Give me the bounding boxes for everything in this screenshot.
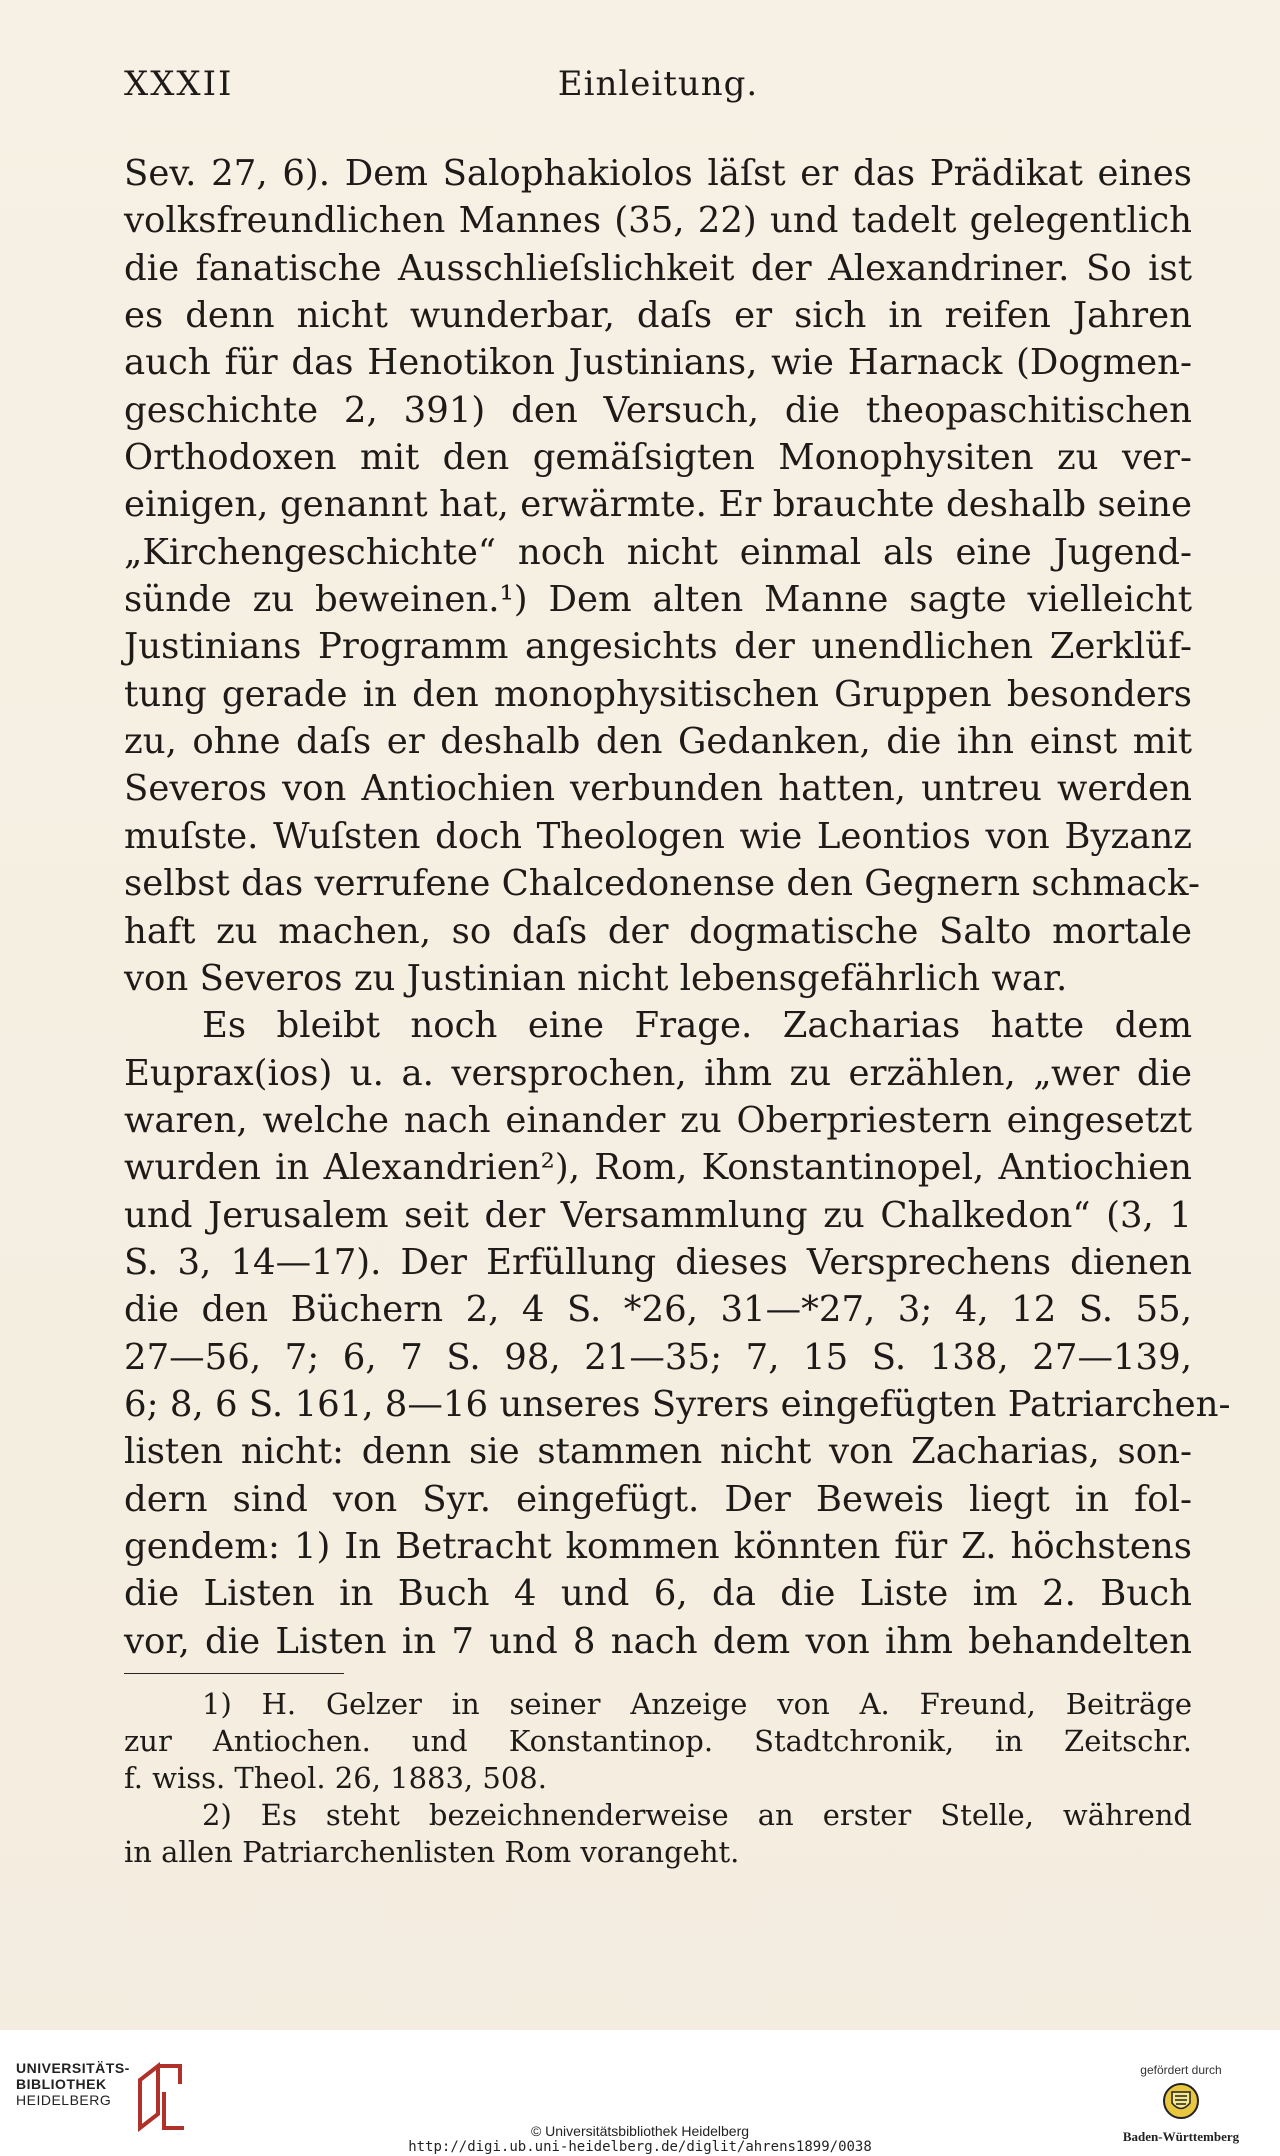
footnote-divider [124,1673,344,1674]
text-line: listen nicht: denn sie stammen nicht von Zacharias, son- [124,1431,1192,1473]
text-line: die den Büchern 2, 4 S. *26, 31—*27, 3; 4, 12 S. 55, [124,1289,1192,1331]
footnote-line: 1) H. Gelzer in seiner Anzeige von A. Freund, Beiträge [202,1687,1192,1721]
text-line: einigen, genannt hat, erwärmte. Er brauchte deshalb seine [124,484,1192,526]
footnote-line: in allen Patriarchenlisten Rom vorangeht. [124,1835,740,1869]
text-line: tung gerade in den monophysitischen Gruppen besonders [124,673,1192,715]
page-number: XXXII [124,64,234,104]
text-line: Orthodoxen mit den gemäſsigten Monophysiten zu ver- [124,437,1192,479]
logo-line: UNIVERSITÄTS- [16,2060,130,2076]
text-line: sünde zu beweinen.¹) Dem alten Manne sagte vielleicht [124,579,1192,621]
text-line: S. 3, 14—17). Der Erfüllung dieses Versprechens dienen [124,1241,1192,1283]
page-header [124,64,1192,114]
text-line: volksfreundlichen Mannes (35, 22) und tadelt gelegentlich [124,200,1192,242]
permalink[interactable]: http://digi.ub.uni-heidelberg.de/diglit/ahrens1899/0038 [408,2139,872,2155]
text-line: es denn nicht wunderbar, daſs er sich in reifen Jahren [124,295,1192,337]
main-text [124,150,1231,1665]
text-line: „Kirchengeschichte“ noch nicht einmal als eine Jugend- [124,531,1192,573]
text-line: haft zu machen, so daſs der dogmatische Salto mortale [124,910,1192,952]
footnotes [124,1686,1192,1871]
text-line: selbst das verrufene Chalcedonense den Gegnern schmack- [124,863,1200,905]
text-line: gendem: 1) In Betracht kommen könnten für Z. höchstens [124,1525,1192,1567]
text-line: Justinians Programm angesichts der unendlichen Zerklüf- [124,626,1192,668]
footnote-line: 2) Es steht bezeichnenderweise an erster Stelle, während [202,1798,1192,1832]
text-line: dern sind von Syr. eingefügt. Der Beweis liegt in fol- [124,1478,1192,1520]
text-line: 6; 8, 6 S. 161, 8—16 unseres Syrers eingefügten Patriarchen- [124,1383,1231,1425]
text-line: Es bleibt noch eine Frage. Zacharias hatte dem [202,1005,1192,1047]
text-line: wurden in Alexandrien²), Rom, Konstantinopel, Antiochien [124,1147,1192,1189]
text-line: und Jerusalem seit der Versammlung zu Chalkedon“ (3, 1 [124,1194,1192,1236]
text-line: von Severos zu Justinian nicht lebensgefährlich war. [124,957,1068,999]
text-line: vor, die Listen in 7 und 8 nach dem von ihm behandelten [124,1620,1192,1662]
text-line: auch für das Henotikon Justinians, wie Harnack (Dogmen- [124,342,1192,384]
text-line: Sev. 27, 6). Dem Salophakiolos läſst er das Prädikat eines [124,153,1192,194]
text-line: waren, welche nach einander zu Oberpriestern eingesetzt [124,1099,1192,1141]
text-line: die Listen in Buch 4 und 6, da die Liste im 2. Buch [124,1573,1192,1615]
footnote-line: f. wiss. Theol. 26, 1883, 508. [124,1761,547,1795]
text-line: muſste. Wuſsten doch Theologen wie Leontios von Byzanz [124,815,1192,857]
text-line: Severos von Antiochien verbunden hatten, untreu werden [124,768,1192,810]
funder-name: Baden-Württemberg [1122,2129,1240,2144]
library-emblem-icon [134,2062,190,2132]
text-line: geschichte 2, 391) den Versuch, die theopaschitischen [124,389,1192,431]
logo-line: HEIDELBERG [16,2092,112,2108]
text-line: 27—56, 7; 6, 7 S. 98, 21—35; 7, 15 S. 138, 27—139, [124,1336,1192,1378]
logo-line: BIBLIOTHEK [16,2076,107,2092]
footnote-line: zur Antiochen. und Konstantinop. Stadtchronik, in Zeitschr. [124,1724,1192,1758]
text-line: Euprax(ios) u. a. versprochen, ihm zu erzählen, „wer die [124,1052,1192,1094]
text-line: die fanatische Ausschlieſslichkeit der Alexandriner. So ist [124,247,1192,289]
running-title: Einleitung. [557,64,759,104]
copyright-notice: © Universitätsbibliothek Heidelberg [530,2123,750,2139]
coat-of-arms-icon [1161,2081,1201,2121]
text-line: zu, ohne daſs er deshalb den Gedanken, die ihn einst mit [124,721,1192,763]
funded-label: gefördert durch [1140,2063,1222,2077]
